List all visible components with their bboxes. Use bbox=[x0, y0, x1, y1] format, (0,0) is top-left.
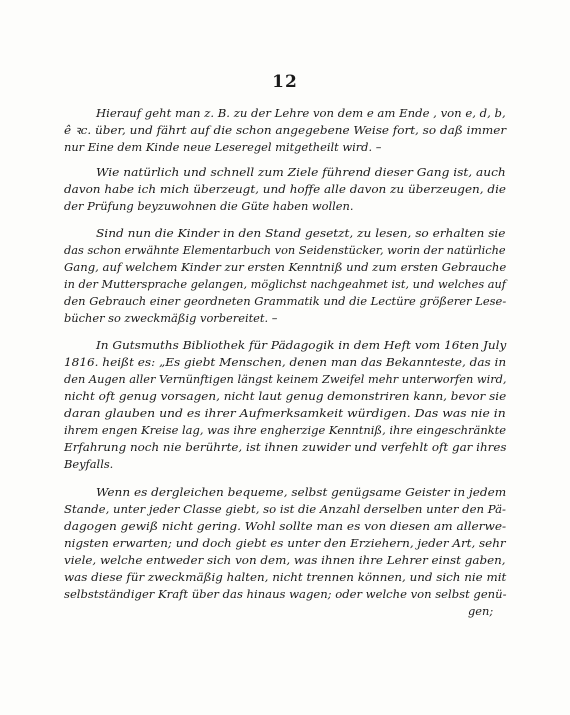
text-line: selbstständiger Kraft über das hinaus wagen; oder welche von selbst genü- bbox=[64, 587, 507, 601]
text-line: in der Muttersprache gelangen, möglichst nachgeahmet ist, und welches auf bbox=[64, 277, 506, 291]
text-line: nigsten erwarten; und doch giebt es unter den Erziehern, jeder Art, sehr bbox=[64, 536, 506, 550]
text-line: Erfahrung noch nie berührte, ist ihnen zuwider und verfehlt oft gar ihres bbox=[64, 440, 507, 454]
page-number: 12 bbox=[272, 72, 298, 92]
text-line: Beyfalls. bbox=[64, 457, 114, 471]
text-line: was diese für zweckmäßig halten, nicht trennen können, und sich nie mit bbox=[64, 570, 507, 584]
text-line: In Gutsmuths Bibliothek für Pädagogik in dem Heft vom 16ten July bbox=[96, 338, 507, 352]
text-line: den Augen aller Vernünftigen längst keinem Zweifel mehr unterworfen wird, bbox=[64, 372, 507, 386]
text-line: nicht oft genug vorsagen, nicht laut genug demonstriren kann, bevor sie bbox=[64, 389, 507, 403]
text-line: dagogen gewiß nicht gering. Wohl sollte man es von diesen am allerwe- bbox=[64, 519, 507, 533]
text-line: Sind nun die Kinder in den Stand gesetzt, zu lesen, so erhalten sie bbox=[96, 226, 506, 240]
text-line: ê ꝛc. über, und fährt auf die schon angegebene Weise fort, so daß immer bbox=[64, 123, 507, 137]
text-line: Stande, unter jeder Classe giebt, so ist die Anzahl derselben unter den Pä- bbox=[64, 502, 506, 516]
text-line: den Gebrauch einer geordneten Grammatik und die Lectüre größerer Lese- bbox=[64, 294, 507, 308]
text-line: Wie natürlich und schnell zum Ziele führend dieser Gang ist, auch bbox=[96, 165, 506, 179]
text-line: ihrem engen Kreise lag, was ihre engherzige Kenntniß, ihre eingeschränkte bbox=[64, 423, 507, 437]
text-line: gen; bbox=[468, 604, 494, 618]
text-line: bücher so zweckmäßig vorbereitet. – bbox=[64, 311, 278, 325]
text-line: nur Eine dem Kinde neue Leseregel mitgetheilt wird. – bbox=[64, 140, 382, 154]
text-line: viele, welche entweder sich von dem, was ihnen ihre Lehrer einst gaben, bbox=[64, 553, 506, 567]
text-line: der Prüfung beyzuwohnen die Güte haben wollen. bbox=[64, 199, 354, 213]
text-line: das schon erwähnte Elementarbuch von Seidenstücker, worin der natürliche bbox=[64, 243, 506, 257]
text-line: daran glauben und es ihrer Aufmerksamkeit würdigen. Das was nie in bbox=[64, 406, 506, 420]
text-line: 1816. heißt es: „Es giebt Menschen, denen man das Bekannteste, das in bbox=[64, 355, 507, 369]
text-line: davon habe ich mich überzeugt, und hoffe alle davon zu überzeugen, die bbox=[64, 182, 507, 196]
text-line: Hierauf geht man z. B. zu der Lehre von dem e am Ende , von e, d, b, bbox=[96, 106, 506, 120]
text-line: Gang, auf welchem Kinder zur ersten Kenntniß und zum ersten Gebrauche bbox=[64, 260, 507, 274]
text-line: Wenn es dergleichen bequeme, selbst genügsame Geister in jedem bbox=[96, 485, 507, 499]
